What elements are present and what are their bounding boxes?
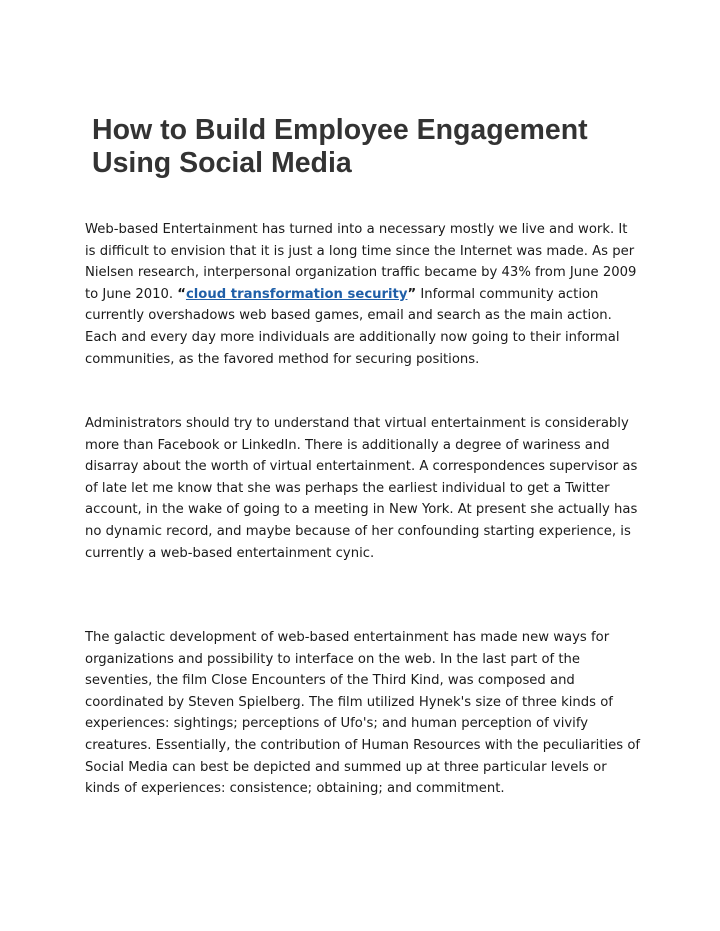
document-title: How to Build Employee Engagement Using Social Media <box>92 114 588 179</box>
open-quote: “ <box>177 286 186 302</box>
close-quote: ” <box>407 286 417 302</box>
paragraph-1-rest: Informal community action currently overshadows web based games, email and search as the main action. Each and every day more individuals are additionally now going to their informal communities, as the favored method for securing positions. <box>85 286 620 367</box>
paragraph-1 <box>85 219 641 370</box>
paragraph-1-intro: Web-based Entertainment has turned into a necessary mostly we live and work. It is difficult to envision that it is just a long time since the Internet was made. As per Nielsen research, interpersonal organization traffic became by 43% from June 2009 to June 2010. <box>85 222 637 302</box>
paragraph-3: The galactic development of web-based entertainment has made new ways for organizations and possibility to interface on the web. In the last part of the seventies, the film Close Encounters of the Third Kind, was composed and coordinated by Steven Spielberg. The film utilized Hynek's size of three kinds of experiences: sightings; perceptions of Ufo's; and human perception of vivify creatures. Essentially, the contribution of Human Resources with the peculiarities of Social Media can best be depicted and summed up at three particular levels or kinds of experiences: consistence; obtaining; and commitment. <box>85 630 641 797</box>
cloud-transformation-security-link[interactable]: cloud transformation security <box>185 286 408 302</box>
paragraph-2: Administrators should try to understand that virtual entertainment is considerably more than Facebook or LinkedIn. There is additionally a degree of wariness and disarray about the worth of virtual entertainment. A correspondences supervisor as of late let me know that she was perhaps the earliest individual to get a Twitter account, in the wake of going to a meeting in New York. At present she actually has no dynamic record, and maybe because of her confounding starting experience, is currently a web-based entertainment cynic. <box>85 416 638 561</box>
